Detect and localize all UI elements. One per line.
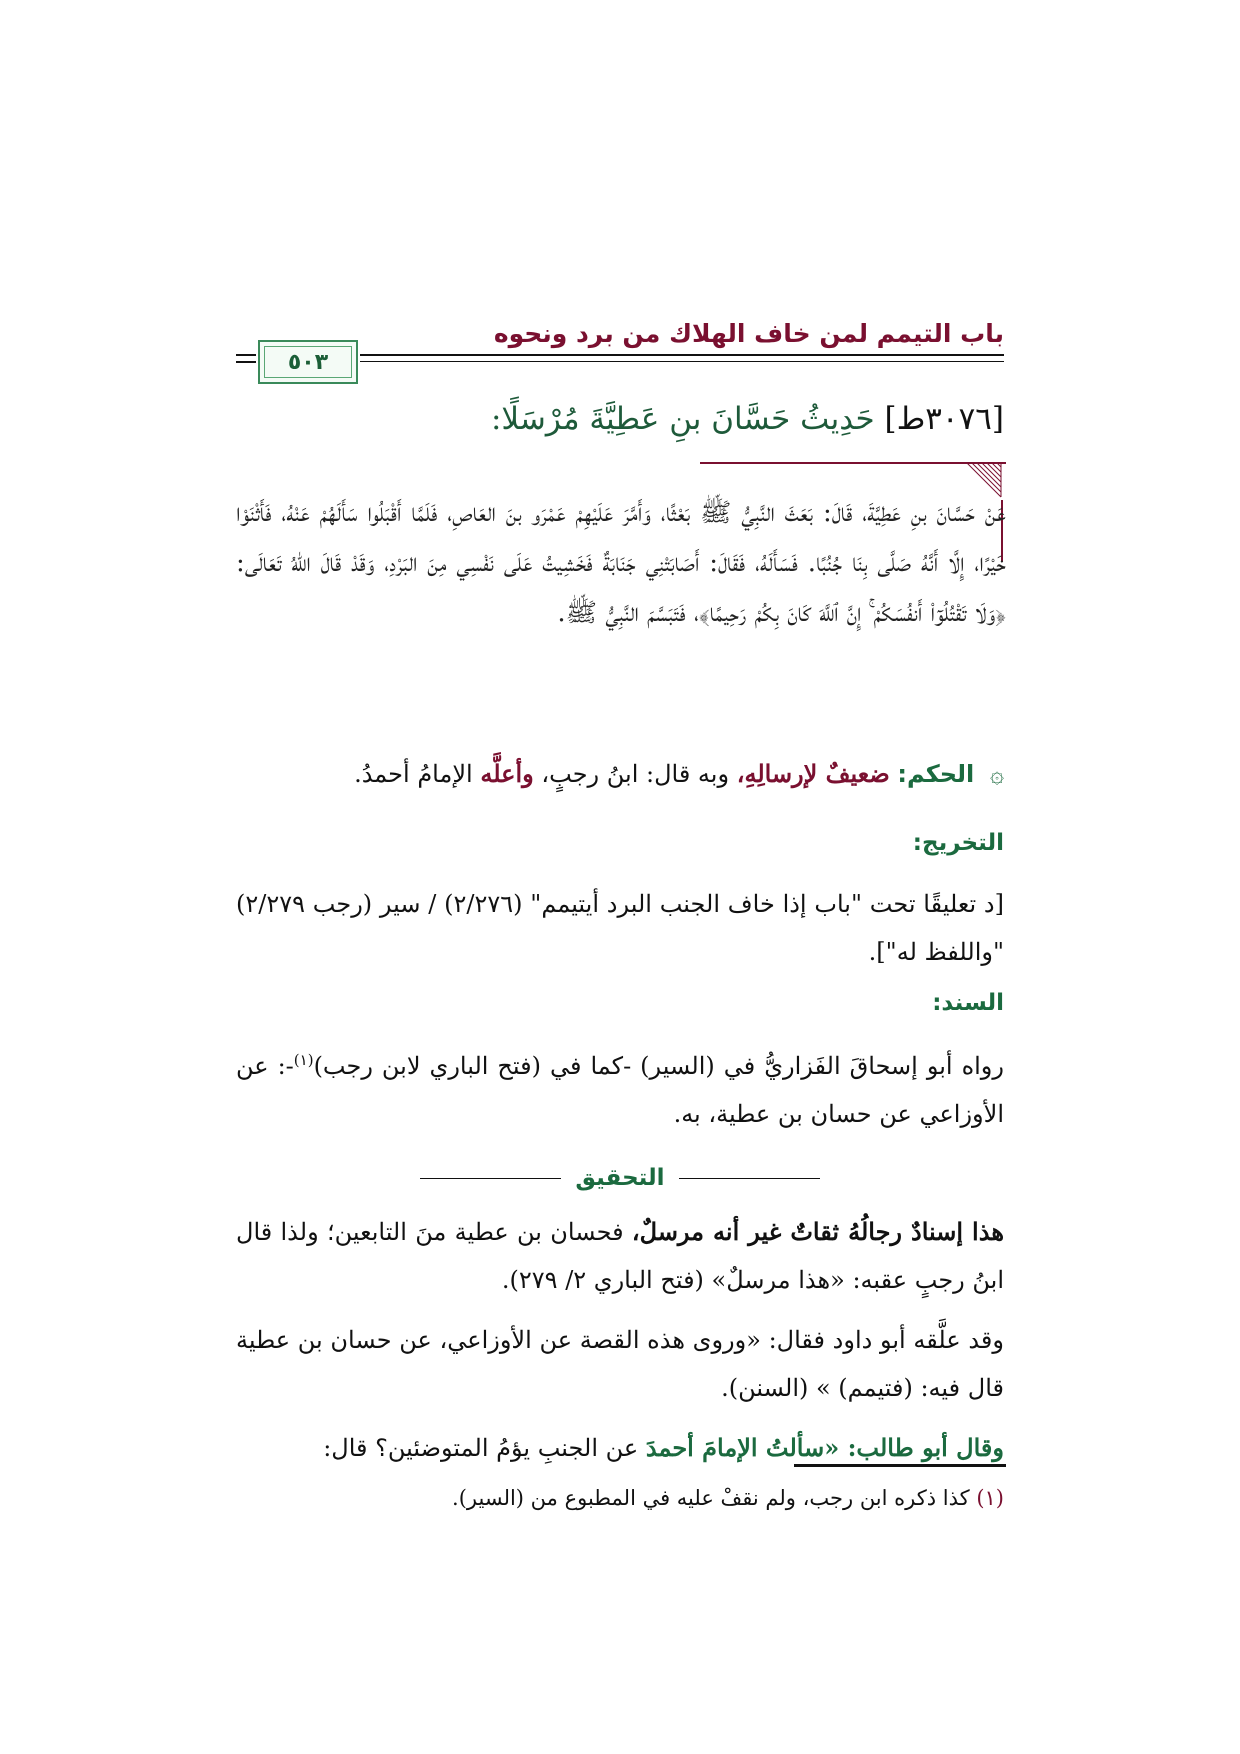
ornament-icon: ۞ — [989, 760, 1004, 788]
takhrij-heading: التخريج: — [912, 830, 1004, 856]
footnote-text: كذا ذكره ابن رجب، ولم نقفْ عليه في المطبوع من (السير). — [452, 1486, 970, 1510]
ruling-label: الحكم: — [897, 760, 975, 788]
header-rule-top — [360, 354, 1004, 356]
hadith-number: [٣٠٧٦ط] — [884, 401, 1004, 437]
tahqiq-p1-rest: فحسان بن عطية منَ التابعين؛ ولذا قال ابنُ رجبٍ عقبه: «هذا مرسلٌ» (فتح الباري ٢/ ٢٧٩). — [236, 1218, 1004, 1294]
tahqiq-p3-rest: عن الجنبِ يؤمُ المتوضئين؟ قال: — [323, 1434, 639, 1462]
hadith-title: حَدِيثُ حَسَّانَ بنِ عَطِيَّةَ مُرْسَلًا: — [490, 401, 875, 437]
chapter-running-title: باب التيمم لمن خاف الهلاك من برد ونحوه — [493, 319, 1004, 348]
sanad-text-after: -: عن الأوزاعي عن حسان بن عطية، به. — [236, 1052, 1004, 1128]
ruling-agreement: وبه قال: ابنُ رجبٍ، — [541, 760, 730, 788]
takhrij-text: [د تعليقًا تحت "باب إذا خاف الجنب البرد أيتيمم" (٢/٢٧٦) / سير (رجب ٢/٢٧٩) "واللفظ له"]. — [236, 890, 1004, 966]
footnote — [236, 1478, 1004, 1518]
ruling-imam: الإمامُ أحمدُ. — [354, 760, 473, 788]
tahqiq-divider — [420, 1163, 820, 1193]
hadith-frame-top — [700, 462, 1006, 464]
ruling-verdict: ضعيفٌ لإرسالِهِ، — [736, 759, 890, 788]
header-left-rule-top — [236, 354, 256, 356]
sanad-text-before: رواه أبو إسحاقَ الفَزاريُّ في (السير) -كما في (فتح الباري لابن رجب) — [313, 1052, 1004, 1080]
tahqiq-heading: التحقيق — [575, 1165, 665, 1191]
page-number: ٥٠٣ — [287, 349, 329, 375]
section-title — [236, 398, 1004, 440]
footnote-ref[interactable]: (١) — [293, 1051, 314, 1069]
header-rule-bottom — [360, 361, 1004, 362]
sanad-heading: السند: — [932, 990, 1004, 1016]
tahqiq-paragraph-2: وقد علَّقه أبو داود فقال: «وروى هذه القصة عن الأوزاعي، عن حسان بن عطية قال فيه: (فتيمم) » (السنن). — [236, 1326, 1004, 1402]
footnote-rule — [794, 1464, 1006, 1467]
footnote-number: (١) — [976, 1486, 1004, 1510]
divider-line-right — [679, 1178, 820, 1179]
divider-line-left — [420, 1178, 561, 1179]
page-number-frame — [258, 340, 358, 384]
sanad-text — [236, 1036, 1004, 1138]
ruling-illah: وأعلَّه — [480, 759, 534, 788]
tahqiq-paragraph-1 — [236, 1208, 1004, 1304]
tahqiq-p3-bold: وقال أبو طالب: «سألتُ الإمامَ أحمدَ — [645, 1433, 1004, 1462]
tahqiq-text — [236, 1208, 1004, 1484]
hadith-text: عَنْ حَسَّانَ بنِ عَطِيَّةَ، قَالَ: بَعَثَ النَّبِيُّ ﷺ بَعْثًا، وَأَمَّرَ عَلَيْهِمْ عَمْرَو بنَ العَاصِ، فَلَمَّا أَقْبَلُوا سَأَلَهُمْ عَنْهُ، فَأَثْنَوْا خَيْرًا، إِلَّا أَنَّهُ صَلَّى بِنَا جُنُبًا. فَسَأَلَهُ، فَقَالَ: أَصَابَتْنِي جَنَابَةٌ فَخَشِيتُ عَلَى نَفْسِي مِنَ البَرْدِ، وَقَدْ قَالَ اللهُ تَعَالَى: ﴿وَلَا تَقْتُلُوٓا۟ أَنفُسَكُمْ ۚ إِنَّ ٱللَّهَ كَانَ بِكُمْ رَحِيمًا﴾، فَتَبَسَّمَ النَّبِيُّ ﷺ. — [236, 498, 1006, 628]
header-left-rule-bottom — [236, 361, 256, 363]
tahqiq-p1-bold: هذا إسنادٌ رجالُهُ ثقاتٌ غير أنه مرسلٌ، — [631, 1217, 1004, 1246]
ruling-line — [236, 752, 1004, 796]
